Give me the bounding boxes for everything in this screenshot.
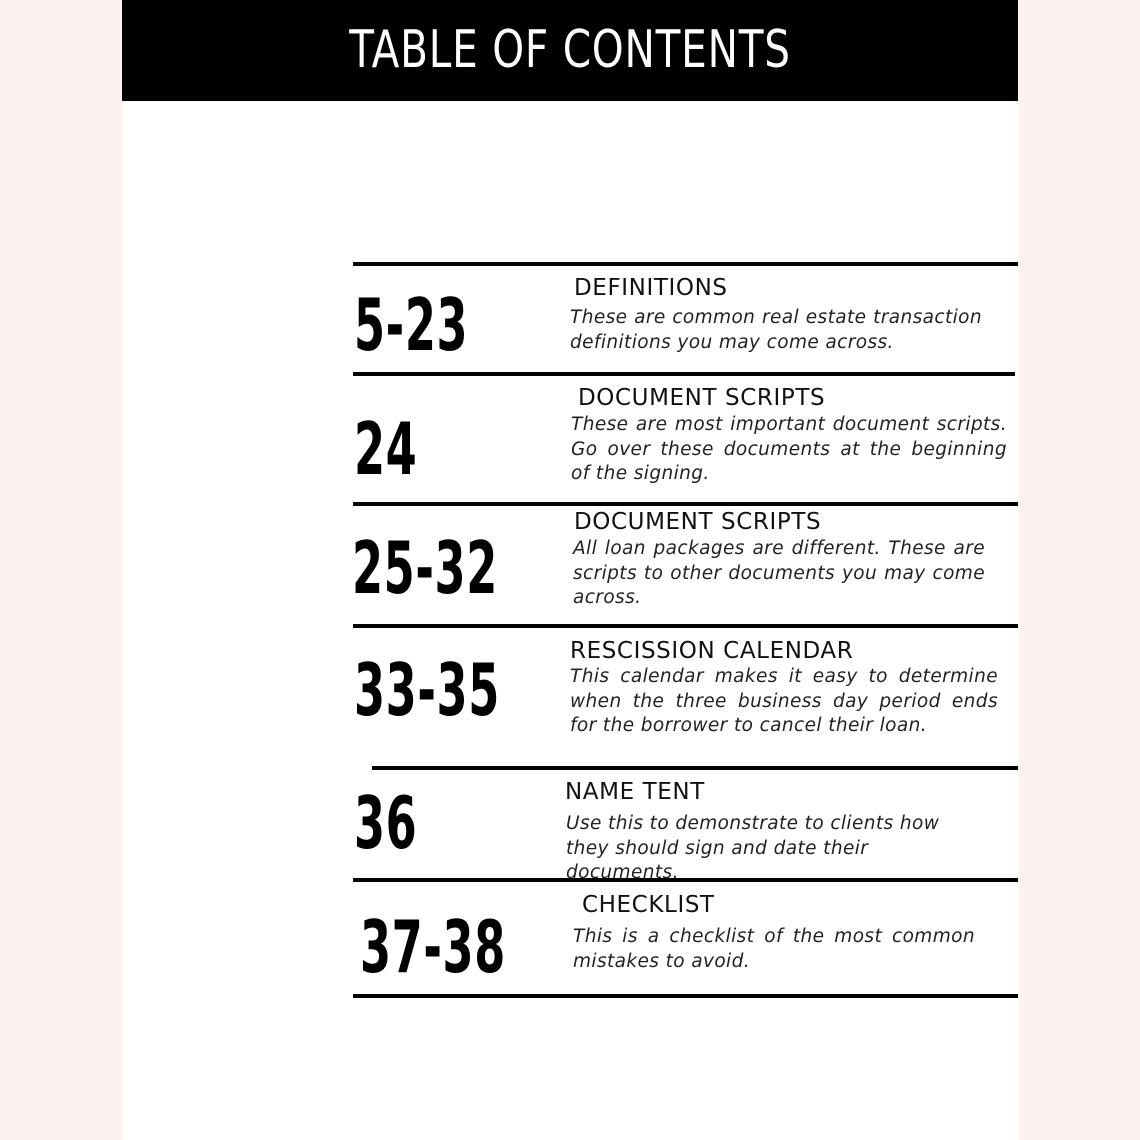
divider-rule [353, 262, 1018, 266]
toc-entry-title: DOCUMENT SCRIPTS [574, 509, 822, 535]
toc-entry-title: RESCISSION CALENDAR [570, 638, 854, 664]
page-title: TABLE OF CONTENTS [349, 20, 791, 80]
toc-entry-description: This calendar makes it easy to determine when the three business day period ends for the borrower to cancel their loan. [570, 666, 998, 736]
toc-entry-title: NAME TENT [565, 779, 705, 805]
toc-entry-description: This is a checklist of the most common mistakes to avoid. [573, 926, 975, 972]
divider-rule [353, 624, 1018, 628]
toc-page-range: 24 [354, 407, 418, 491]
divider-rule [353, 372, 1015, 376]
toc-page-range: 36 [354, 781, 418, 865]
toc-page-range: 5-23 [354, 283, 469, 367]
toc-entry-description: These are most important document scripts. Go over these documents at the beginning of the signing. [571, 414, 1007, 484]
toc-page-range: 33-35 [354, 648, 500, 732]
toc-page-range: 25-32 [352, 526, 498, 610]
header-bar [122, 0, 1018, 101]
toc-entry-description: All loan packages are different. These are scripts to other documents you may come across. [573, 538, 985, 608]
toc-entry-description: Use this to demonstrate to clients how they should sign and date their documents. [566, 813, 940, 883]
toc-entry-description: These are common real estate transaction definitions you may come across. [570, 307, 982, 353]
divider-rule [353, 994, 1018, 998]
divider-rule [353, 502, 1018, 506]
toc-entry-title: DOCUMENT SCRIPTS [578, 385, 826, 411]
toc-page-range: 37-38 [360, 905, 506, 989]
divider-rule [372, 766, 1018, 770]
toc-entry-title: DEFINITIONS [574, 275, 728, 301]
toc-entry-title: CHECKLIST [582, 892, 715, 918]
